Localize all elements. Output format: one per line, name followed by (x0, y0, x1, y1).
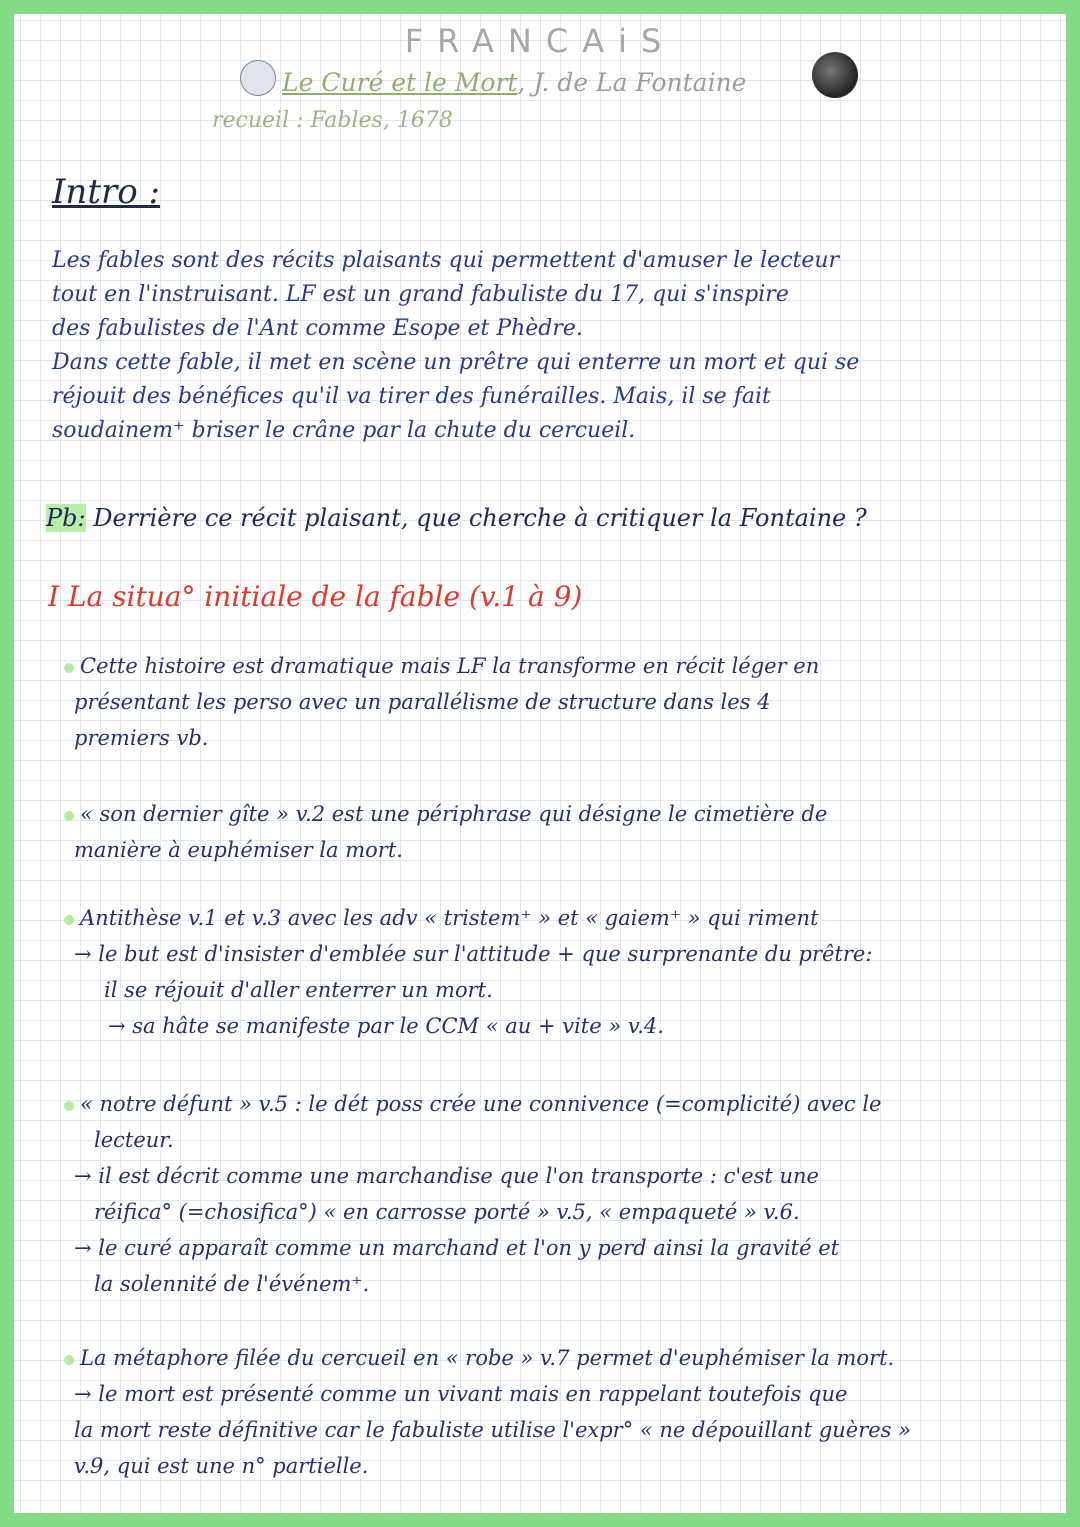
bullet-item (64, 1086, 1024, 1302)
bullet-line: la mort reste définitive car le fabuliste utilise l'expr° « ne dépouillant guères » (74, 1418, 911, 1442)
recueil-line: recueil : Fables, 1678 (212, 108, 453, 133)
bullet-item (64, 1340, 1024, 1484)
bullet-line: → il est décrit comme une marchandise que l'on transporte : c'est une (74, 1164, 819, 1188)
problematique-label: Pb: (46, 504, 86, 532)
section-heading: I La situa° initiale de la fable (v.1 à 9) (48, 580, 583, 613)
intro-line: Les fables sont des récits plaisants qui permettent d'amuser le lecteur (52, 248, 840, 273)
decorative-sketch-icon (240, 60, 276, 96)
intro-line: tout en l'instruisant. LF est un grand fabuliste du 17, qui s'inspire (52, 282, 789, 307)
bullet-line: v.9, qui est une n° partielle. (74, 1454, 369, 1478)
bullet-dot (64, 663, 74, 673)
bullet-line: → le but est d'insister d'emblée sur l'attitude + que surprenante du prêtre: (74, 942, 873, 966)
intro-line: des fabulistes de l'Ant comme Esope et Phèdre. (52, 316, 583, 341)
work-title (282, 68, 746, 97)
bullet-line: manière à euphémiser la mort. (74, 838, 403, 862)
bullet-line: lecteur. (94, 1128, 174, 1152)
work-author: , J. de La Fontaine (517, 68, 747, 97)
bullet-line: la solennité de l'événem⁺. (94, 1272, 370, 1296)
bullet-line: → sa hâte se manifeste par le CCM « au + vite » v.4. (108, 1014, 664, 1038)
bullet-line: Cette histoire est dramatique mais LF la transforme en récit léger en (80, 654, 820, 678)
bullet-line: Antithèse v.1 et v.3 avec les adv « tristem⁺ » et « gaiem⁺ » qui riment (80, 906, 819, 930)
bullet-line: → le mort est présenté comme un vivant mais en rappelant toutefois que (74, 1382, 848, 1406)
problematique-text: Derrière ce récit plaisant, que cherche à critiquer la Fontaine ? (85, 504, 867, 532)
bullet-dot (64, 915, 74, 925)
problematique (46, 504, 867, 532)
bullet-line: présentant les perso avec un parallélisme de structure dans les 4 (74, 690, 771, 714)
intro-line: soudainem⁺ briser le crâne par la chute du cercueil. (52, 418, 636, 443)
intro-line: Dans cette fable, il met en scène un prêtre qui enterre un mort et qui se (52, 350, 860, 375)
bullet-dot (64, 1101, 74, 1111)
bullet-line: « son dernier gîte » v.2 est une périphrase qui désigne le cimetière de (80, 802, 828, 826)
bullet-dot (64, 811, 74, 821)
work-name: Le Curé et le Mort (282, 68, 518, 97)
bullet-line: La métaphore filée du cercueil en « robe » v.7 permet d'euphémiser la mort. (80, 1346, 895, 1370)
bullet-line: il se réjouit d'aller enterrer un mort. (104, 978, 493, 1002)
bullet-item (64, 648, 1024, 756)
bullet-item (64, 796, 1024, 868)
intro-line: réjouit des bénéfices qu'il va tirer des funérailles. Mais, il se fait (52, 384, 771, 409)
bullet-line: réifica° (=chosifica°) « en carrosse porté » v.5, « empaqueté » v.6. (94, 1200, 800, 1224)
bullet-line: « notre défunt » v.5 : le dét poss crée une connivence (=complicité) avec le (80, 1092, 882, 1116)
intro-paragraph (52, 244, 1032, 448)
bullet-dot (64, 1355, 74, 1365)
intro-heading: Intro : (52, 172, 160, 212)
subject-title: FRANCAiS (404, 22, 676, 60)
bullet-item (64, 900, 1024, 1044)
bullet-line: premiers vb. (74, 726, 209, 750)
bullet-line: → le curé apparaît comme un marchand et l'on y perd ainsi la gravité et (74, 1236, 840, 1260)
